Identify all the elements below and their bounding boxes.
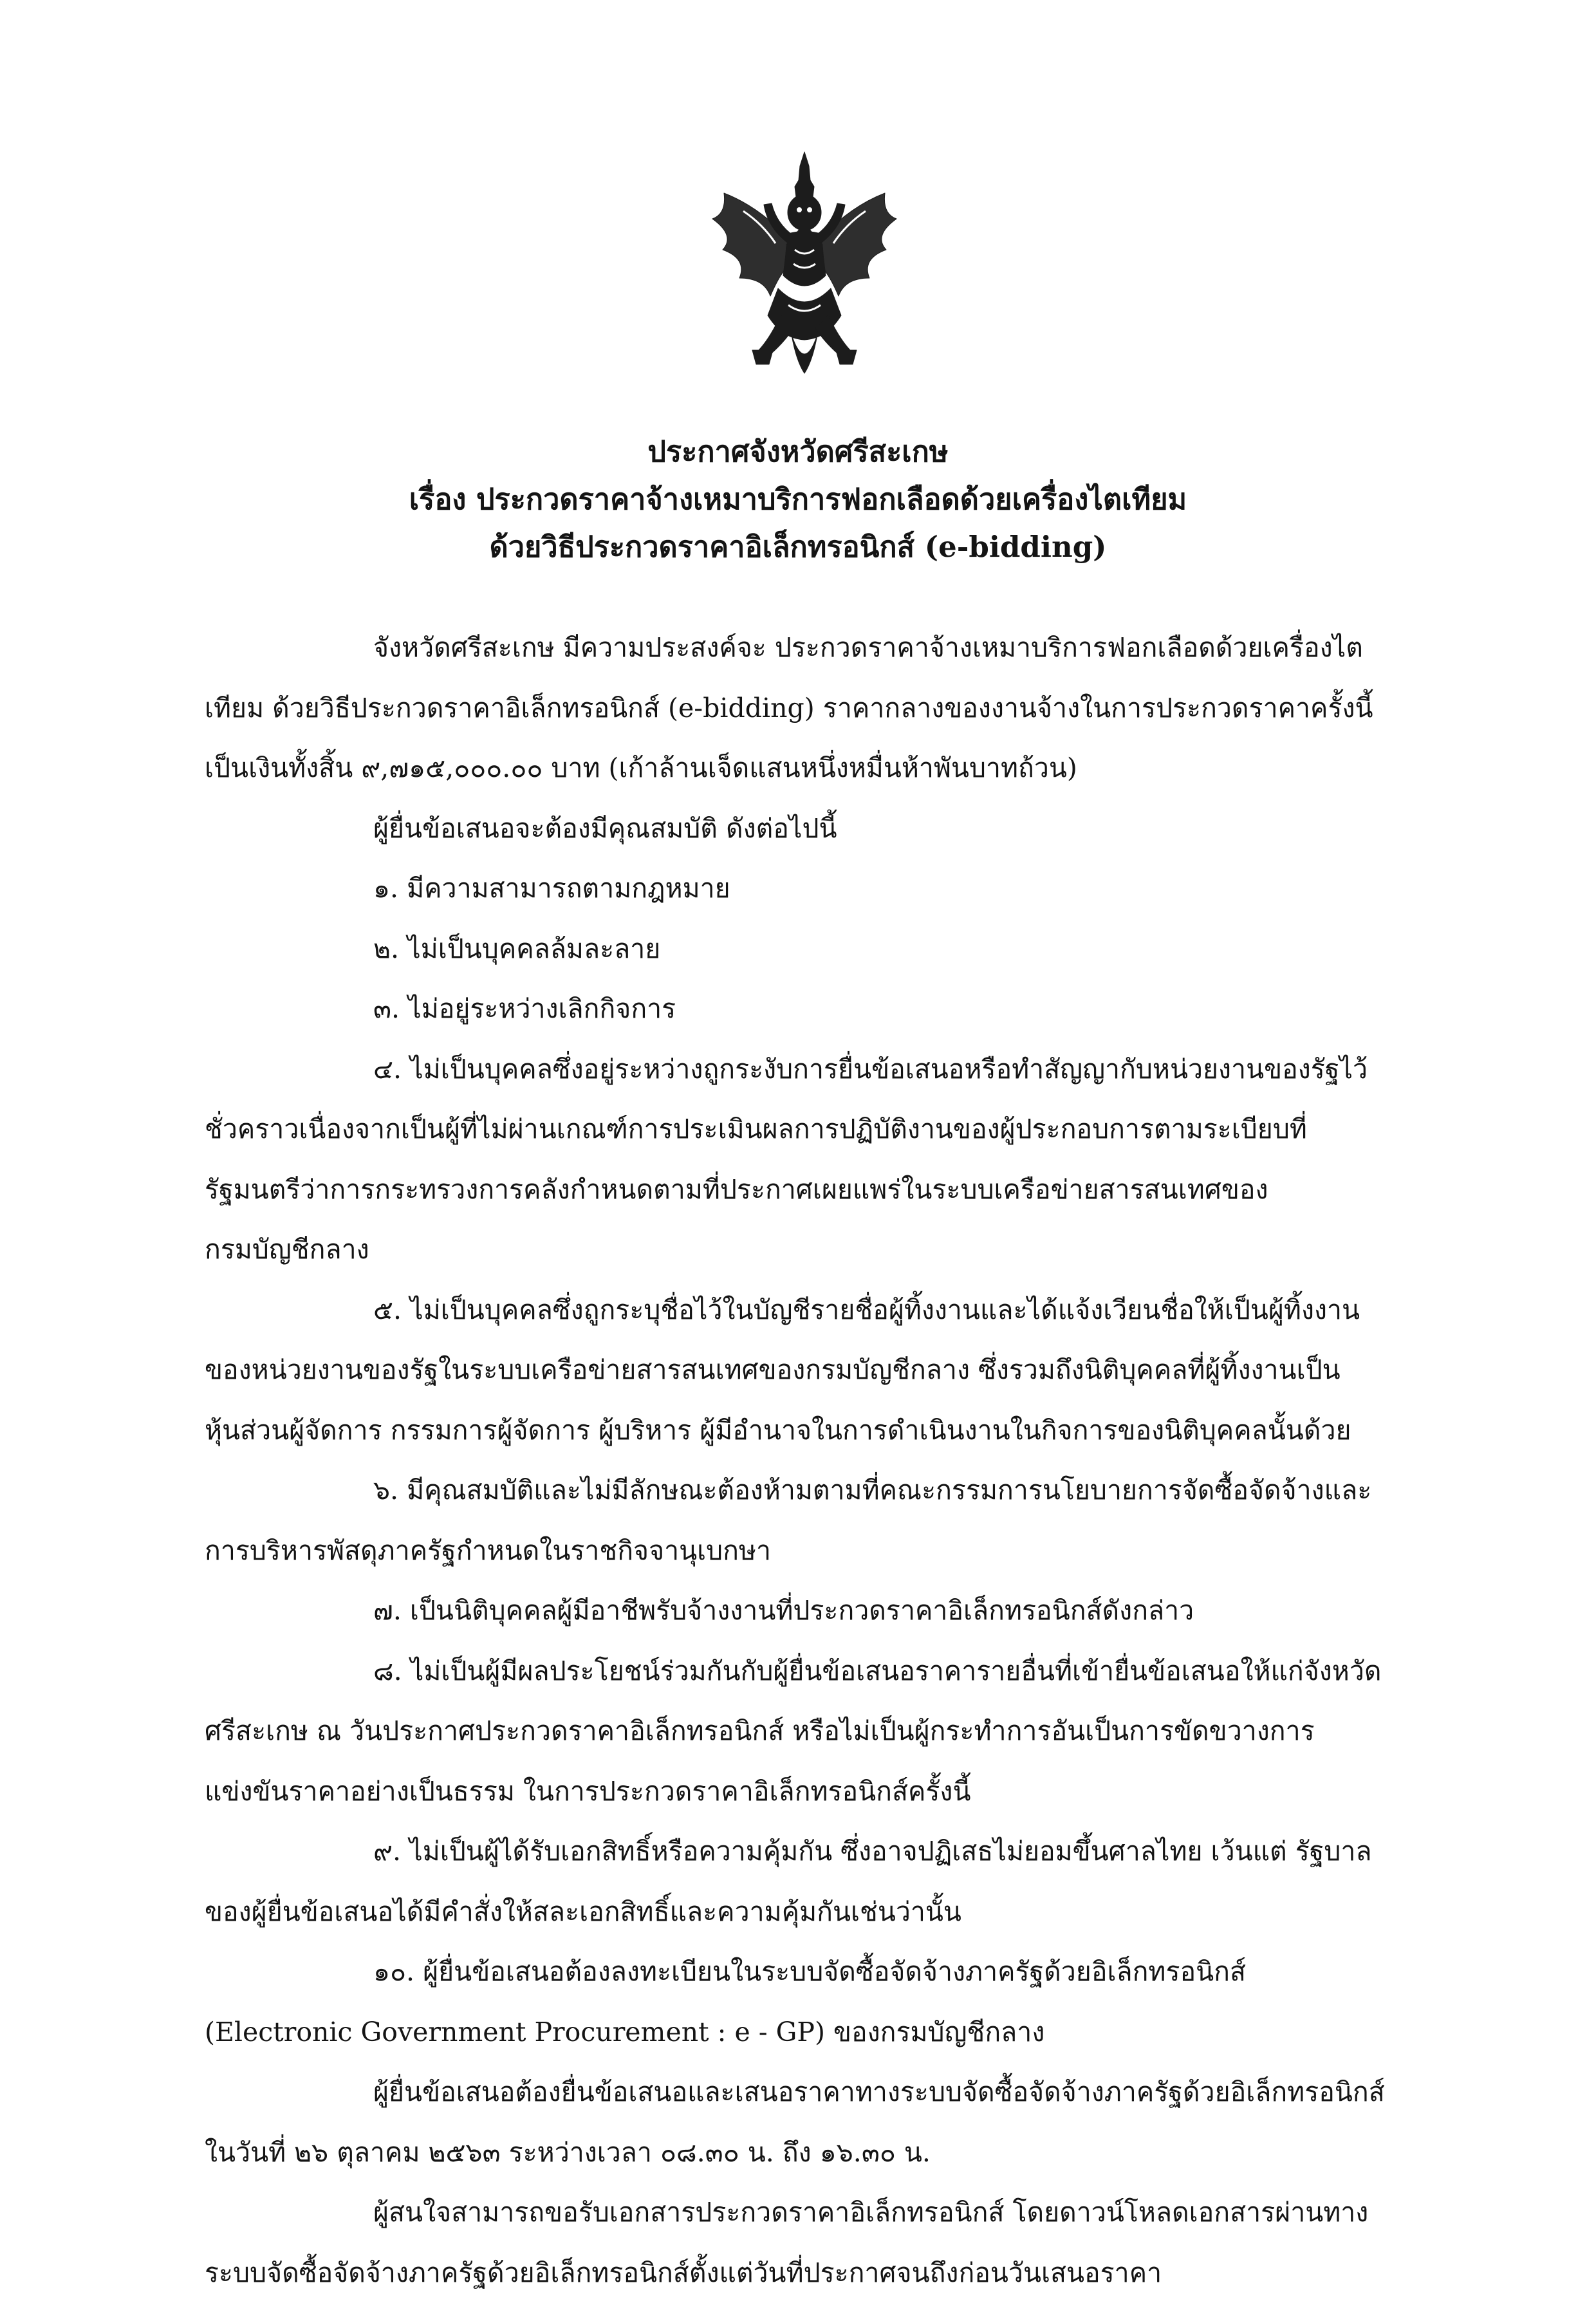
announcement-subject: เรื่อง ประกวดราคาจ้างเหมาบริการฟอกเลือดด้วยเครื่องไตเทียม (129, 476, 1467, 523)
download-line: ระบบจัดซื้อจัดจ้างภาครัฐด้วยอิเล็กทรอนิกส์ตั้งแต่วันที่ประกาศจนถึงก่อนวันเสนอราคา (205, 2243, 1390, 2303)
garuda-emblem (698, 147, 911, 391)
qualification-item: ๘. ไม่เป็นผู้มีผลประโยชน์ร่วมกันกับผู้ยื่นข้อเสนอราคารายอื่นที่เข้ายื่นข้อเสนอให้แก่จังหวัด (205, 1641, 1390, 1702)
qualification-item: ๖. มีคุณสมบัติและไม่มีลักษณะต้องห้ามตามที่คณะกรรมการนโยบายการจัดซื้อจัดจ้างและ (205, 1460, 1390, 1521)
qualification-item-continued: ศรีสะเกษ ณ วันประกาศประกวดราคาอิเล็กทรอนิกส์ หรือไม่เป็นผู้กระทำการอันเป็นการขัดขวางการ (205, 1701, 1390, 1762)
intro-line: เทียม ด้วยวิธีประกวดราคาอิเล็กทรอนิกส์ (e-bidding) ราคากลางของงานจ้างในการประกวดราคาครั้งนี้ (205, 678, 1390, 739)
qualification-item: ๓. ไม่อยู่ระหว่างเลิกกิจการ (205, 979, 1390, 1040)
intro-line: เป็นเงินทั้งสิ้น ๙,๗๑๕,๐๐๐.๐๐ บาท (เก้าล้านเจ็ดแสนหนึ่งหมื่นห้าพันบาทถ้วน) (205, 738, 1390, 799)
qualification-item-continued: ของผู้ยื่นข้อเสนอได้มีคำสั่งให้สละเอกสิทธิ์และความคุ้มกันเช่นว่านั้น (205, 1882, 1390, 1943)
qualification-item-continued: กรมบัญชีกลาง (205, 1220, 1390, 1280)
qualifications-intro: ผู้ยื่นข้อเสนอจะต้องมีคุณสมบัติ ดังต่อไปนี้ (205, 799, 1390, 859)
qualification-item-continued: (Electronic Government Procurement : e - GP) ของกรมบัญชีกลาง (205, 2002, 1390, 2063)
qualification-item-continued: รัฐมนตรีว่าการกระทรวงการคลังกำหนดตามที่ประกาศเผยแพร่ในระบบเครือข่ายสารสนเทศของ (205, 1160, 1390, 1220)
qualification-item: ๑. มีความสามารถตามกฎหมาย (205, 859, 1390, 919)
qualification-item-continued: แข่งขันราคาอย่างเป็นธรรม ในการประกวดราคาอิเล็กทรอนิกส์ครั้งนี้ (205, 1762, 1390, 1822)
qualification-item: ๒. ไม่เป็นบุคคลล้มละลาย (205, 919, 1390, 980)
qualification-item-continued: หุ้นส่วนผู้จัดการ กรรมการผู้จัดการ ผู้บริหาร ผู้มีอำนาจในการดำเนินงานในกิจการของนิติบุคคลนั้นด้วย (205, 1401, 1390, 1461)
announcement-body (205, 618, 1390, 2303)
announcement-header (129, 428, 1467, 571)
announcement-method: ด้วยวิธีประกวดราคาอิเล็กทรอนิกส์ (e-bidding) (129, 523, 1467, 571)
qualification-item: ๔. ไม่เป็นบุคคลซึ่งอยู่ระหว่างถูกระงับการยื่นข้อเสนอหรือทำสัญญากับหน่วยงานของรัฐไว้ (205, 1040, 1390, 1100)
intro-line: จังหวัดศรีสะเกษ มีความประสงค์จะ ประกวดราคาจ้างเหมาบริการฟอกเลือดด้วยเครื่องไต (205, 618, 1390, 678)
announcement-title: ประกาศจังหวัดศรีสะเกษ (129, 428, 1467, 476)
qualification-item: ๑๐. ผู้ยื่นข้อเสนอต้องลงทะเบียนในระบบจัดซื้อจัดจ้างภาครัฐด้วยอิเล็กทรอนิกส์ (205, 1942, 1390, 2002)
submission-line: ในวันที่ ๒๖ ตุลาคม ๒๕๖๓ ระหว่างเวลา ๐๘.๓๐ น. ถึง ๑๖.๓๐ น. (205, 2123, 1390, 2183)
qualification-item: ๗. เป็นนิติบุคคลผู้มีอาชีพรับจ้างงานที่ประกวดราคาอิเล็กทรอนิกส์ดังกล่าว (205, 1581, 1390, 1641)
submission-line: ผู้ยื่นข้อเสนอต้องยื่นข้อเสนอและเสนอราคาทางระบบจัดซื้อจัดจ้างภาครัฐด้วยอิเล็กทรอนิกส์ (205, 2062, 1390, 2123)
qualification-item: ๕. ไม่เป็นบุคคลซึ่งถูกระบุชื่อไว้ในบัญชีรายชื่อผู้ทิ้งงานและได้แจ้งเวียนชื่อให้เป็นผู้ทิ้งงาน (205, 1280, 1390, 1341)
qualification-item: ๙. ไม่เป็นผู้ได้รับเอกสิทธิ์หรือความคุ้มกัน ซึ่งอาจปฏิเสธไม่ยอมขึ้นศาลไทย เว้นแต่ รัฐบาล (205, 1822, 1390, 1882)
qualification-item-continued: ชั่วคราวเนื่องจากเป็นผู้ที่ไม่ผ่านเกณฑ์การประเมินผลการปฏิบัติงานของผู้ประกอบการตามระเบียบที่ (205, 1099, 1390, 1160)
qualification-item-continued: การบริหารพัสดุภาครัฐกำหนดในราชกิจจานุเบกษา (205, 1521, 1390, 1581)
qualification-item-continued: ของหน่วยงานของรัฐในระบบเครือข่ายสารสนเทศของกรมบัญชีกลาง ซึ่งรวมถึงนิติบุคคลที่ผู้ทิ้งงานเป็น (205, 1340, 1390, 1401)
download-line: ผู้สนใจสามารถขอรับเอกสารประกวดราคาอิเล็กทรอนิกส์ โดยดาวน์โหลดเอกสารผ่านทาง (205, 2183, 1390, 2243)
